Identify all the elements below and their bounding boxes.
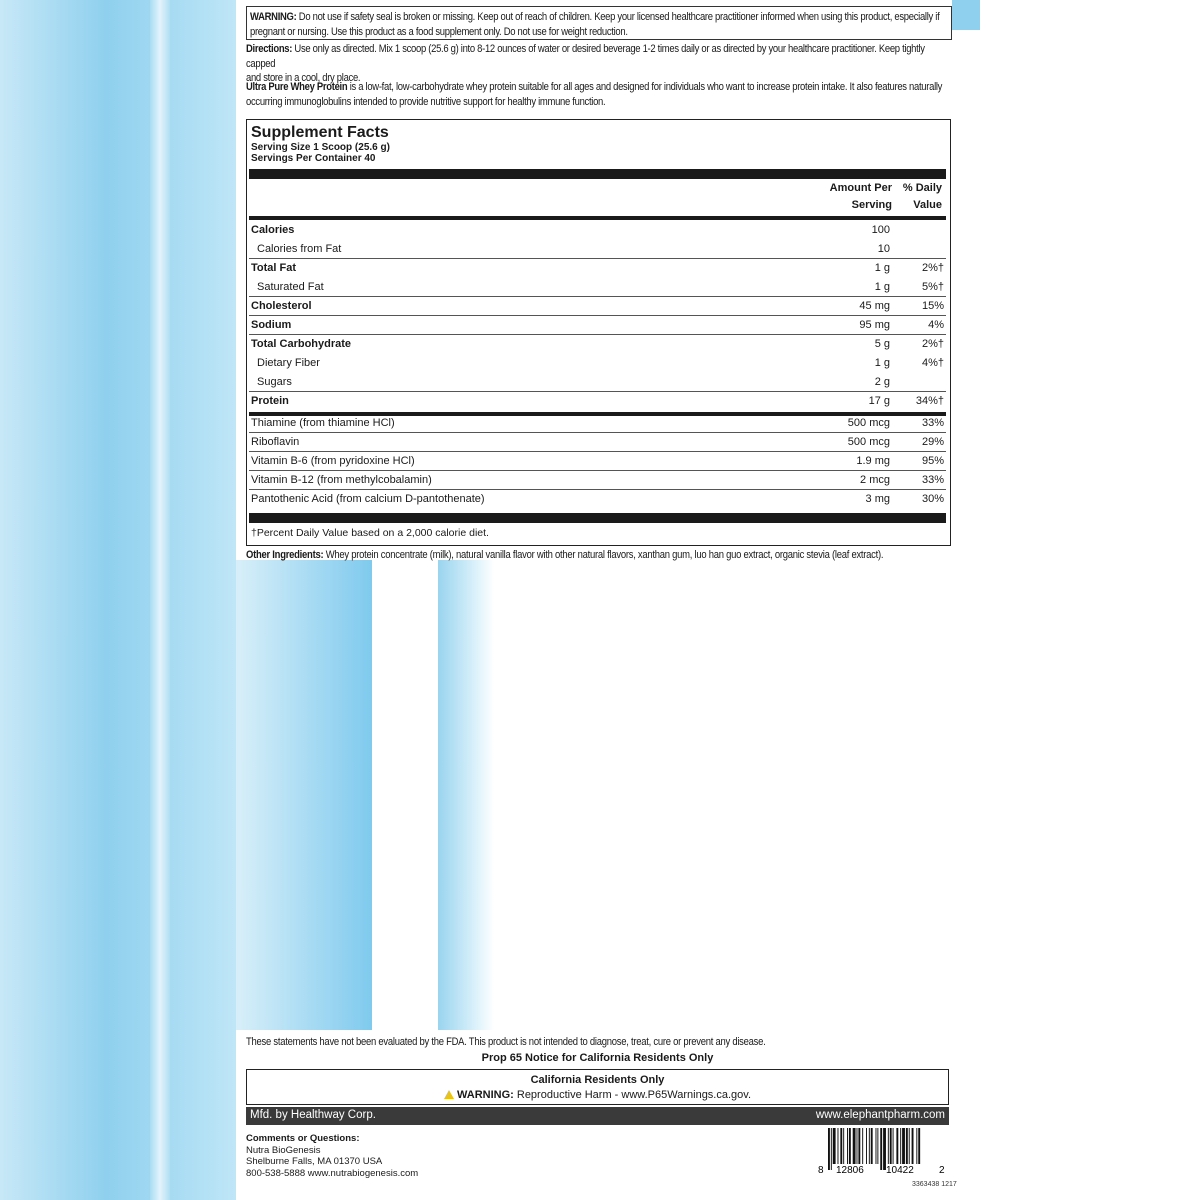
nutrient-amount: 500 mcg: [847, 436, 890, 448]
nutrient-daily-value: 4%†: [921, 357, 944, 369]
barcode-bar: [912, 1128, 914, 1164]
barcode-bar: [866, 1128, 867, 1164]
nutrient-label: Cholesterol: [251, 300, 312, 312]
nutrient-amount: 1 g: [874, 357, 890, 369]
company-phone-web: 800-538-5888 www.nutrabiogenesis.com: [246, 1167, 419, 1179]
nutrient-amount: 1 g: [874, 262, 890, 274]
barcode-bar: [828, 1128, 830, 1170]
barcode-bar: [849, 1128, 851, 1164]
nutrient-label: Total Carbohydrate: [251, 338, 352, 350]
nutrient-daily-value: 34%†: [915, 395, 944, 407]
directions: [246, 42, 952, 84]
website-link[interactable]: www.elephantpharm.com: [815, 1109, 945, 1121]
barcode-bar: [916, 1128, 917, 1164]
barcode-bar: [890, 1128, 892, 1164]
barcode-bar: [831, 1128, 832, 1170]
dv-header-line-1: % Daily: [902, 182, 942, 194]
manufacturer-bar: [246, 1107, 949, 1125]
barcode-bar: [869, 1128, 870, 1164]
nutrient-amount: 500 mcg: [847, 417, 890, 429]
prop65-notice: Prop 65 Notice for California Residents Only: [481, 1052, 714, 1064]
barcode-bar: [847, 1128, 848, 1164]
nutrient-label: Calories: [251, 224, 295, 236]
daily-value-footnote: †Percent Daily Value based on a 2,000 calorie diet.: [251, 527, 489, 539]
product-name: Ultra Pure Whey Protein: [246, 81, 348, 93]
barcode-bar: [833, 1128, 836, 1164]
nutrient-amount: 1.9 mg: [856, 455, 890, 467]
nutrient-row: [249, 259, 946, 277]
other-ingredients-text: Whey protein concentrate (milk), natural vanilla flavor with other natural flavors, xanthan gum, luo han guo extract, organic stevia (leaf extract).: [323, 549, 884, 561]
nutrient-amount: 45 mg: [859, 300, 890, 312]
nutrient-amount: 5 g: [874, 338, 890, 350]
serving-info: [251, 143, 390, 164]
nutrient-label: Protein: [251, 395, 289, 407]
daily-value-header: [903, 180, 942, 214]
warning-line-1: Do not use if safety seal is broken or missing. Keep out of reach of children. Keep your licensed healthcare practitioner informed when using this product, especially if: [296, 11, 940, 23]
company-name: Nutra BioGenesis: [246, 1144, 321, 1156]
nutrient-daily-value: 5%†: [921, 281, 944, 293]
prop65-warning: [247, 1089, 948, 1101]
prop65-box: [246, 1069, 949, 1105]
nutrient-label: Saturated Fat: [257, 281, 324, 293]
nutrient-label: Pantothenic Acid (from calcium D-pantothenate): [251, 493, 485, 505]
label-text-block: [246, 6, 952, 110]
warning-text: [250, 10, 957, 39]
nutrient-row: [249, 452, 946, 470]
nutrient-daily-value: 33%: [921, 474, 944, 486]
nutrient-daily-value: 95%: [921, 455, 944, 467]
nutrient-amount: 2 g: [874, 376, 890, 388]
nutrient-row: [249, 316, 946, 334]
nutrient-label: Sugars: [257, 376, 292, 388]
barcode-bar: [902, 1128, 905, 1164]
directions-line-1: Use only as directed. Mix 1 scoop (25.6 g) into 8-12 ounces of water or desired beverage 1-2 times daily or as directed by your healthcare practitioner. Keep tightly capped: [246, 43, 925, 70]
barcode-bar: [840, 1128, 842, 1164]
prop65-warning-label: WARNING:: [456, 1089, 514, 1101]
fda-statement: These statements have not been evaluated by the FDA. This product is not intended to diagnose, treat, cure or prevent any disease.: [246, 1036, 766, 1048]
nutrient-daily-value: 15%: [921, 300, 944, 312]
thick-divider-header: [249, 216, 946, 220]
barcode-bar: [918, 1128, 920, 1164]
supplement-facts-title: Supplement Facts: [251, 124, 389, 141]
california-residents-title: California Residents Only: [530, 1074, 665, 1086]
barcode-bar: [858, 1128, 860, 1164]
nutrient-amount: 2 mcg: [860, 474, 890, 486]
prop65-warning-text: Reproductive Harm - www.P65Warnings.ca.gov.: [513, 1089, 752, 1101]
barcode-bar: [888, 1128, 889, 1164]
barcode-bar: [843, 1128, 844, 1164]
nutrient-label: Dietary Fiber: [257, 357, 320, 369]
upc-barcode: [818, 1128, 946, 1174]
nutrient-row: [249, 471, 946, 489]
barcode-bar: [838, 1128, 839, 1164]
product-description: [246, 80, 952, 110]
barcode-bar: [880, 1128, 882, 1170]
other-ingredients-label: Other Ingredients:: [246, 549, 324, 561]
serving-size: Serving Size 1 Scoop (25.6 g): [251, 142, 390, 153]
nutrient-amount: 17 g: [868, 395, 890, 407]
nutrient-amount: 100: [871, 224, 890, 236]
background-highlight-stripe: [150, 0, 170, 1200]
thick-divider-bottom: [249, 513, 946, 523]
nutrient-label: Sodium: [251, 319, 292, 331]
directions-label: Directions:: [246, 43, 293, 55]
barcode-digit-right: 2: [939, 1165, 945, 1174]
nutrient-amount: 10: [877, 243, 890, 255]
label-code: 3363438 1217: [912, 1181, 957, 1188]
servings-per-container: Servings Per Container 40: [251, 152, 376, 164]
nutrient-daily-value: 29%: [921, 436, 944, 448]
barcode-bar: [871, 1128, 873, 1164]
nutrient-row: [249, 335, 946, 353]
barcode-bar: [893, 1128, 894, 1164]
barcode-bar: [906, 1128, 908, 1164]
amount-per-serving-header: [830, 180, 892, 214]
nutrient-amount: 3 mg: [865, 493, 890, 505]
barcode-bar: [877, 1128, 878, 1164]
nutrient-row: [249, 433, 946, 451]
nutrient-row: [249, 221, 946, 239]
description-line-1: is a low-fat, low-carbohydrate whey protein suitable for all ages and designed for individuals who want to increase protein intake. It also features naturally: [347, 81, 943, 93]
nutrient-daily-value: 2%†: [921, 262, 944, 274]
nutrient-daily-value: 33%: [921, 417, 944, 429]
barcode-bar: [853, 1128, 856, 1164]
barcode-bar: [896, 1128, 898, 1164]
warning-box: [246, 6, 952, 40]
barcode-bar: [900, 1128, 901, 1164]
directions-text: [246, 42, 953, 86]
barcode-bar: [857, 1128, 858, 1164]
nutrient-row: [249, 373, 946, 391]
nutrient-label: Total Fat: [251, 262, 297, 274]
description-text: [246, 80, 953, 109]
blue-background-left: [0, 0, 236, 1200]
nutrient-daily-value: 4%: [928, 319, 944, 331]
nutrient-row: [249, 490, 946, 508]
nutrient-row: [249, 240, 946, 258]
warning-line-2: pregnant or nursing. Use this product as a food supplement only. Do not use for weight reduction.: [250, 25, 628, 38]
barcode-bar: [876, 1128, 877, 1164]
manufacturer-name: Mfd. by Healthway Corp.: [250, 1109, 376, 1121]
supplement-facts-panel: [246, 119, 951, 546]
thick-divider-top: [249, 169, 946, 179]
barcode-bars: [828, 1128, 920, 1170]
barcode-bar: [883, 1128, 886, 1170]
contact-info: [246, 1133, 418, 1179]
nutrient-label: Calories from Fat: [257, 243, 342, 255]
nutrient-daily-value: 2%†: [921, 338, 944, 350]
amount-header-line-1: Amount Per: [829, 182, 892, 194]
company-address: Shelburne Falls, MA 01370 USA: [246, 1156, 383, 1167]
barcode-bar: [862, 1128, 863, 1164]
nutrient-label: Thiamine (from thiamine HCl): [251, 417, 395, 429]
nutrient-amount: 1 g: [874, 281, 890, 293]
nutrient-label: Riboflavin: [251, 436, 300, 448]
barcode-bar: [909, 1128, 910, 1164]
dv-header-line-2: Value: [913, 199, 942, 211]
description-line-2: occurring immunoglobulins intended to provide nutritive support for healthy immune function.: [246, 95, 606, 108]
amount-header-line-2: Serving: [851, 199, 892, 211]
nutrient-label: Vitamin B-12 (from methylcobalamin): [251, 474, 432, 486]
nutrient-row: [249, 392, 946, 410]
other-ingredients: [246, 549, 883, 561]
nutrient-amount: 95 mg: [859, 319, 890, 331]
barcode-digit-left: 8: [818, 1165, 824, 1174]
barcode-group-2: 10422: [886, 1165, 914, 1174]
nutrient-row: [249, 297, 946, 315]
warning-triangle-icon: [444, 1090, 454, 1099]
nutrient-daily-value: 30%: [921, 493, 944, 505]
warning-label: WARNING:: [250, 11, 297, 23]
directions-line-2: and store in a cool, dry place.: [246, 72, 361, 84]
nutrient-label: Vitamin B-6 (from pyridoxine HCl): [251, 455, 415, 467]
barcode-group-1: 12806: [836, 1165, 864, 1174]
nutrient-row: [249, 278, 946, 296]
contact-heading: Comments or Questions:: [246, 1133, 360, 1144]
nutrient-row: [249, 354, 946, 372]
nutrient-row: [249, 414, 946, 432]
